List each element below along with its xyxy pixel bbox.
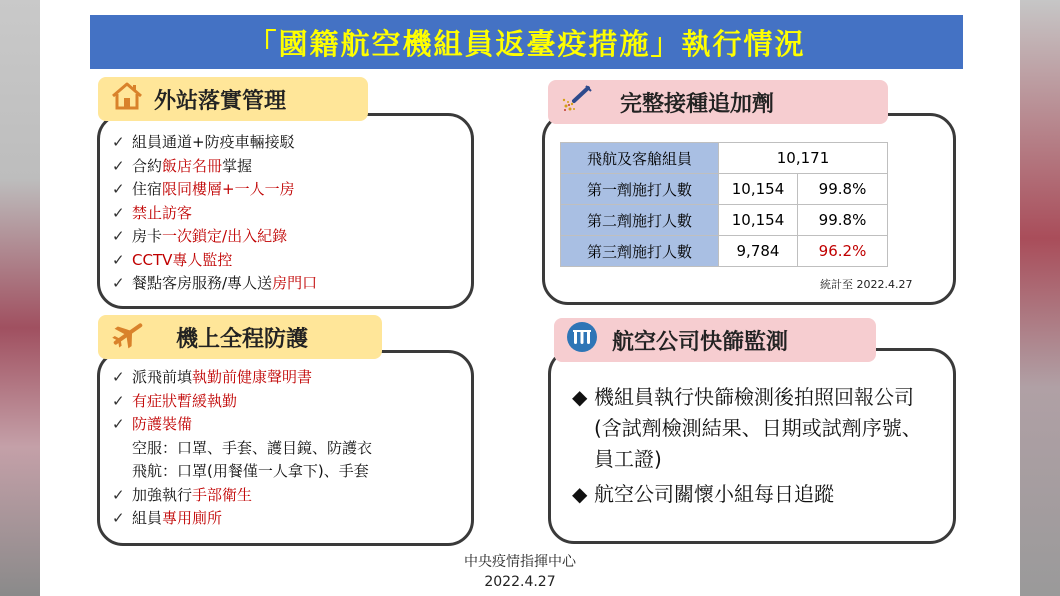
highlight-text: 專用廁所 [162, 509, 223, 527]
list-item [112, 249, 317, 273]
list-item [112, 507, 372, 531]
list-item [112, 155, 317, 179]
row-count: 10,154 [719, 174, 798, 205]
table-row [561, 236, 888, 267]
title-bar [90, 15, 963, 69]
list-item [112, 390, 372, 414]
vaccine-table [560, 142, 888, 267]
footer-org: 中央疫情指揮中心 [464, 554, 576, 570]
item-text: 掌握 [222, 156, 253, 175]
item-text: 組員通道+防疫車輛接駁 [132, 133, 295, 151]
highlight-text: 限同樓層+一人一房 [162, 180, 295, 198]
item-text: 派飛前填 [132, 368, 193, 386]
airplane-icon [110, 318, 146, 356]
highlight-text: CCTV專人監控 [132, 250, 233, 269]
list-item [112, 178, 317, 202]
highlight-text: 手部衛生 [192, 485, 253, 504]
check-icon: ✓ [112, 227, 125, 245]
list-item [112, 202, 317, 226]
right-background-edge [1020, 0, 1060, 596]
item-text: 空服：口罩、手套、護目鏡、防護衣 [132, 438, 373, 457]
highlight-text: 禁止訪客 [132, 203, 193, 222]
table-row [561, 143, 888, 174]
screening-label [554, 318, 876, 362]
footer [420, 552, 620, 592]
check-icon: ✓ [112, 250, 125, 269]
screening-bullet: ◆ 機組員執行快篩檢測後拍照回報公司(含試劑檢測結果、日期或試劑序號、員工證) ◆ 航空公司關懷小組每日追蹤 [572, 382, 922, 510]
inflight-checklist [112, 366, 372, 531]
row-label: 第二劑施打人數 [561, 205, 719, 236]
item-text: 合約 [132, 156, 163, 175]
check-icon: ✓ [112, 274, 125, 292]
house-icon [110, 81, 144, 117]
outstation-checklist [112, 131, 317, 296]
check-icon: ✓ [112, 133, 125, 151]
list-item [112, 366, 372, 390]
list-item [112, 225, 317, 249]
vaccine-label-text: 完整接種追加劑 [620, 91, 775, 117]
highlight-text: 執勤前健康聲明書 [192, 368, 313, 386]
check-icon: ✓ [112, 509, 125, 527]
vaccine-label [548, 80, 888, 124]
highlight-text: 一次鎖定/出入紀錄 [162, 227, 288, 245]
inflight-label [98, 315, 382, 359]
check-icon: ✓ [112, 156, 125, 175]
item-text: 房卡 [132, 227, 163, 245]
row-count: 9,784 [719, 236, 798, 267]
item-text: 住宿 [132, 180, 163, 198]
row-label: 第三劑施打人數 [561, 236, 719, 267]
item-text: 餐點客房服務/專人送 [132, 274, 273, 292]
list-item [112, 413, 372, 437]
list-item [112, 272, 317, 296]
row-count: 10,154 [719, 205, 798, 236]
slide-title: 「國籍航空機組員返臺疫措施」執行情況 [247, 26, 806, 61]
check-icon: ✓ [112, 180, 125, 198]
row-count: 10,171 [719, 143, 888, 174]
list-item [112, 437, 372, 461]
left-background-edge [0, 0, 40, 596]
highlight-text: 飯店名冊 [162, 156, 223, 175]
row-label: 第一劑施打人數 [561, 174, 719, 205]
check-icon: ✓ [112, 203, 125, 222]
check-icon: ✓ [112, 368, 125, 386]
outstation-label-text: 外站落實管理 [154, 88, 287, 114]
list-item [112, 131, 317, 155]
stats-note: 統計至 2022.4.27 [820, 278, 913, 291]
syringe-icon [560, 84, 594, 120]
highlight-text: 防護裝備 [132, 415, 193, 433]
footer-date: 2022.4.27 [484, 574, 556, 590]
row-label: 飛航及客艙組員 [561, 143, 719, 174]
item-text: 組員 [132, 509, 163, 527]
test-tubes-icon [566, 321, 598, 359]
table-row [561, 174, 888, 205]
item-text: 飛航：口罩(用餐僅一人拿下)、手套 [132, 462, 369, 480]
outstation-label [98, 77, 368, 121]
check-icon: ✓ [112, 391, 125, 410]
item-text: 加強執行 [132, 485, 193, 504]
screening-bullet-text: 機組員執行快篩檢測後拍照回報公司(含試劑檢測結果、日期或試劑序號、員工證) [594, 385, 922, 471]
row-percent: 99.8% [798, 174, 888, 205]
list-item [112, 460, 372, 484]
check-icon: ✓ [112, 485, 125, 504]
row-percent: 99.8% [798, 205, 888, 236]
table-row [561, 205, 888, 236]
check-icon: ✓ [112, 415, 125, 433]
inflight-label-text: 機上全程防護 [176, 326, 309, 352]
screening-bullet-text: 航空公司關懷小組每日追蹤 [594, 482, 834, 506]
screening-label-text: 航空公司快篩監測 [612, 329, 789, 355]
row-percent: 96.2% [798, 236, 888, 267]
highlight-text: 房門口 [272, 274, 318, 292]
slide [40, 0, 1020, 596]
list-item [112, 484, 372, 508]
highlight-text: 有症狀暫緩執勤 [132, 391, 238, 410]
